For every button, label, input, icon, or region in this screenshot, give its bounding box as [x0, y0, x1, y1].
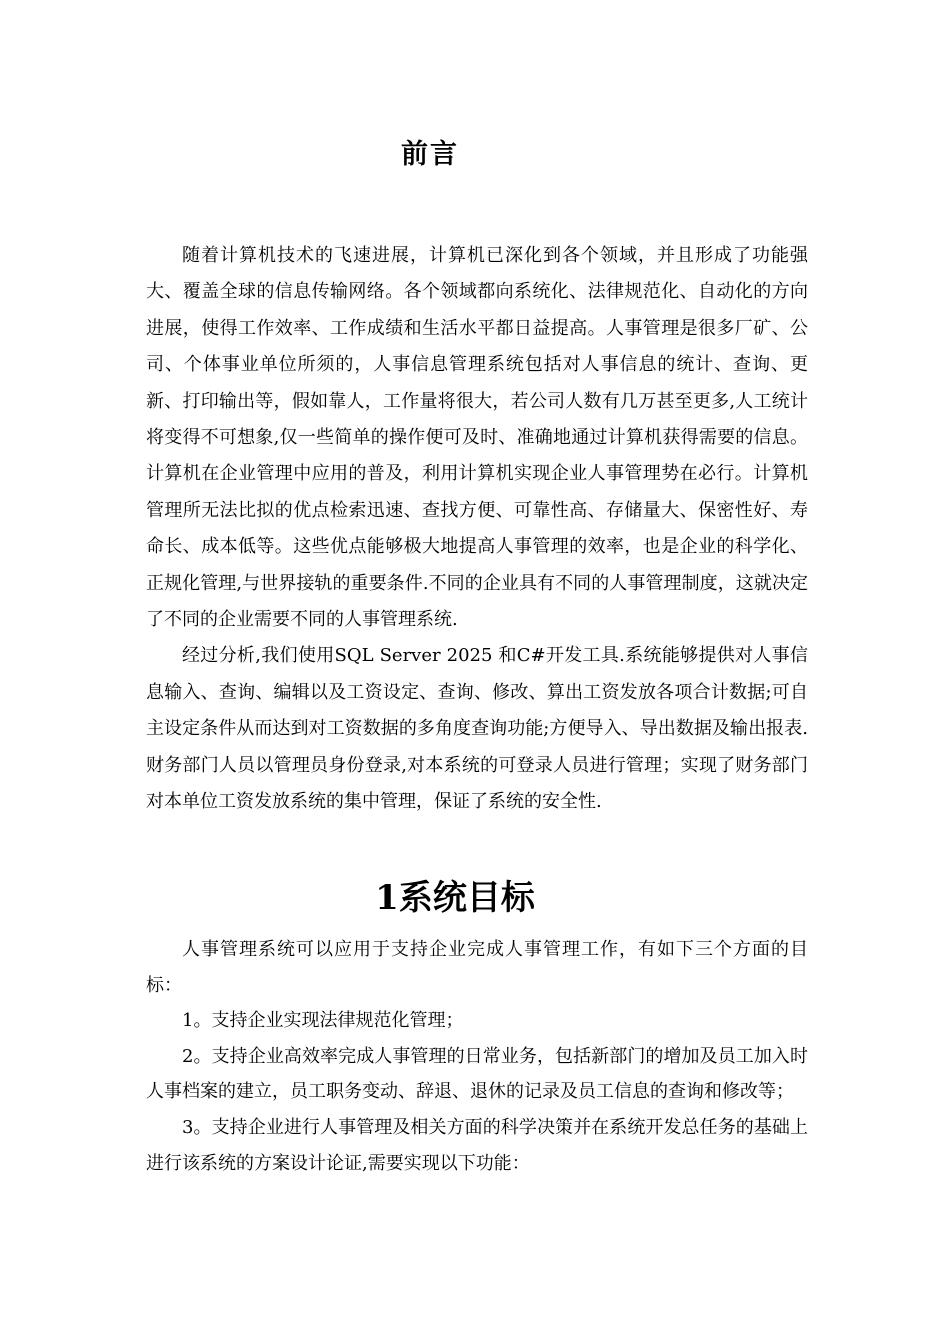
goal-item-1: 1。支持企业实现法律规范化管理；	[182, 1010, 464, 1032]
preface-title: 前言	[401, 139, 459, 170]
preface-body	[146, 238, 808, 821]
goals-intro-paragraph: 人事管理系统可以应用于支持企业完成人事管理工作，有如下三个方面的目标：	[146, 939, 808, 996]
goal-item-3: 3。支持企业进行人事管理及相关方面的科学决策并在系统开发总任务的基础上进行该系统的方案设计论证,需要实现以下功能：	[146, 1116, 808, 1174]
preface-paragraph-2: 经过分析,我们使用SQL Server 2025 和C#开发工具.系统能够提供对人事信息输入、查询、编辑以及工资设定、查询、修改、算出工资发放各项合计数据;可自主设定条件从而达到对工资数据的多角度查询功能;方便导入、导出数据及输出报表.财务部门人员以管理员身份登录,对本系统的可登录人员进行管理；实现了财务部门对本单位工资发放系统的集中管理，保证了系统的安全性.	[146, 645, 808, 813]
preface-paragraph-1: 随着计算机技术的飞速进展，计算机已深化到各个领域，并且形成了功能强大、覆盖全球的信息传输网络。各个领域都向系统化、法律规范化、自动化的方向进展，使得工作效率、工作成绩和生活水平都日益提高。人事管理是很多厂矿、公司、个体事业单位所须的，人事信息管理系统包括对人事信息的统计、查询、更新、打印输出等，假如靠人，工作量将很大，若公司人数有几万甚至更多,人工统计将变得不可想象,仅一些简单的操作便可及时、准确地通过计算机获得需要的信息。计算机在企业管理中应用的普及，利用计算机实现企业人事管理势在必行。计算机管理所无法比拟的优点检索迅速、查找方便、可靠性高、存储量大、保密性好、寿命长、成本低等。这些优点能够极大地提高人事管理的效率，也是企业的科学化、正规化管理,与世界接轨的重要条件.不同的企业具有不同的人事管理制度，这就决定了不同的企业需要不同的人事管理系统.	[146, 245, 808, 631]
system-goals-body	[146, 932, 808, 1181]
section-title-system-goals: 1系统目标	[375, 878, 535, 918]
goal-item-2: 2。支持企业高效率完成人事管理的日常业务，包括新部门的增加及员工加入时人事档案的建立，员工职务变动、辞退、退休的记录及员工信息的查询和修改等；	[146, 1045, 808, 1103]
